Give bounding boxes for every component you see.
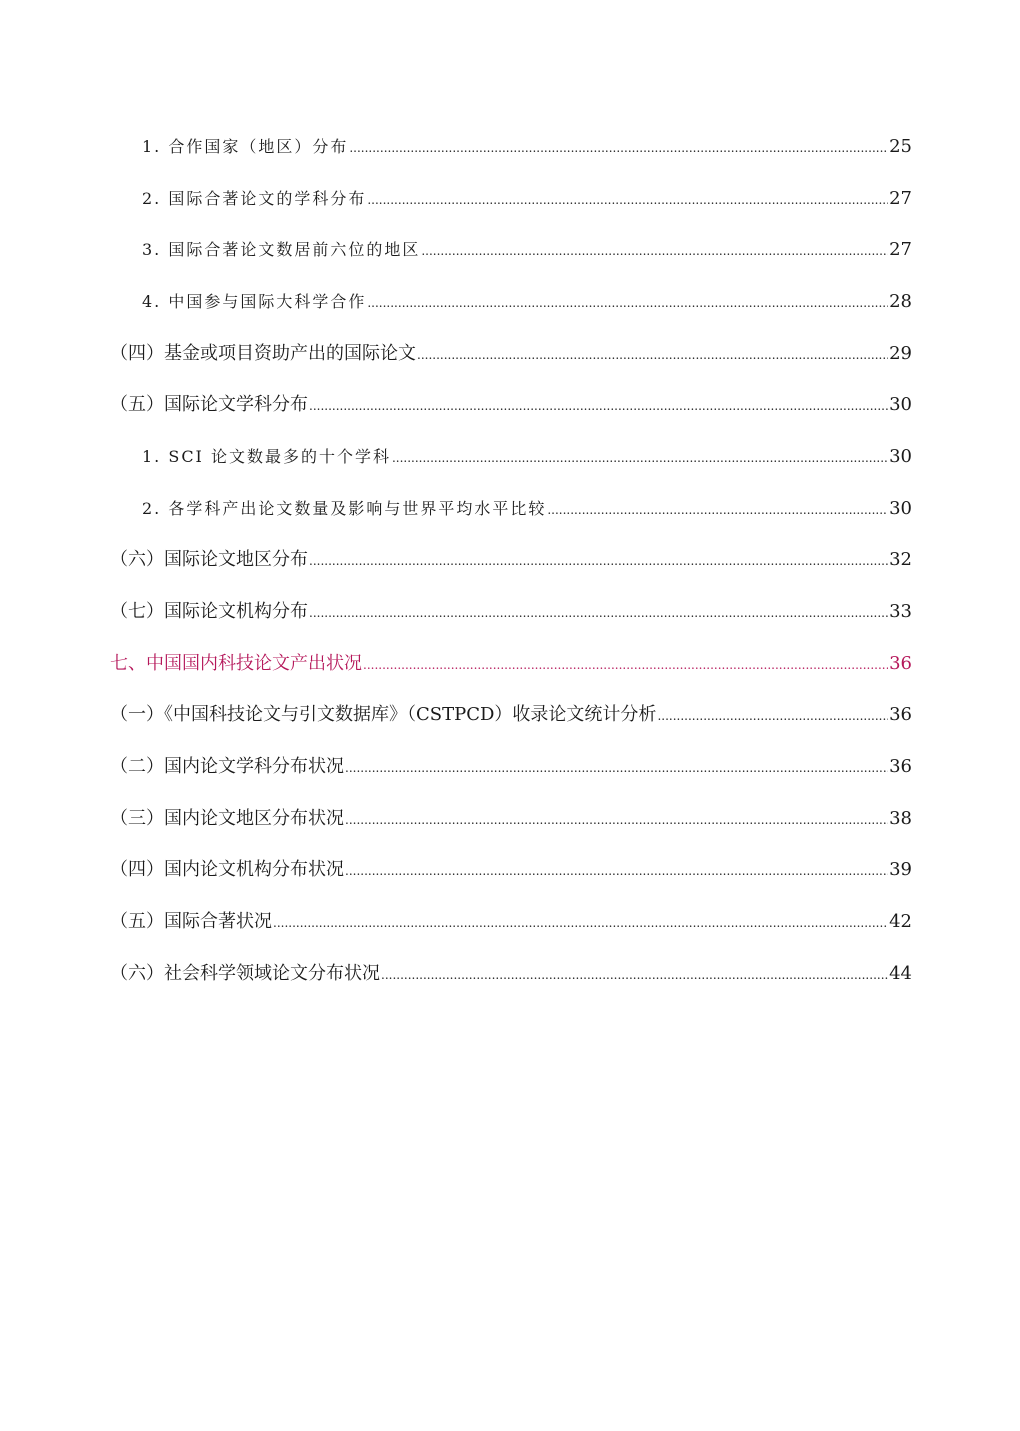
toc-leader-dots [309, 554, 888, 571]
toc-leader-dots [657, 709, 888, 726]
toc-leader-dots [367, 296, 888, 313]
toc-entry-title: 3. 国际合著论文数居前六位的地区 [142, 240, 421, 259]
toc-chapter-entry[interactable] [110, 645, 912, 675]
toc-leader-dots [421, 244, 888, 261]
toc-entry[interactable] [110, 386, 912, 416]
toc-entry-title: （五）国际论文学科分布 [110, 394, 308, 415]
toc-entry[interactable] [110, 335, 912, 365]
toc-entry-page: 27 [889, 188, 912, 209]
toc-leader-dots [381, 968, 888, 985]
toc-entry[interactable] [142, 438, 912, 468]
toc-entry-title: 2. 国际合著论文的学科分布 [142, 189, 367, 208]
toc-entry-page: 36 [889, 756, 912, 777]
toc-leader-dots [417, 348, 888, 365]
toc-entry-title: 1. 合作国家（地区）分布 [142, 137, 349, 156]
toc-entry[interactable] [142, 180, 912, 210]
toc-entry[interactable] [110, 541, 912, 571]
toc-entry-page: 29 [889, 343, 912, 364]
toc-entry[interactable] [142, 128, 912, 158]
toc-entry-page: 30 [889, 446, 912, 467]
toc-entry-page: 25 [889, 136, 912, 157]
toc-entry-page: 42 [889, 911, 912, 932]
toc-leader-dots [273, 916, 888, 933]
toc-entry[interactable] [110, 955, 912, 985]
toc-entry-title: 1. SCI 论文数最多的十个学科 [142, 447, 391, 466]
toc-entry-title: 七、中国国内科技论文产出状况 [110, 653, 362, 674]
toc-leader-dots [309, 606, 888, 623]
toc-entry-page: 32 [889, 549, 912, 570]
toc-entry-page: 30 [889, 498, 912, 519]
toc-entry-title: （六）国际论文地区分布 [110, 549, 308, 570]
toc-leader-dots [345, 813, 888, 830]
toc-entry[interactable] [110, 748, 912, 778]
toc-entry-title: （四）基金或项目资助产出的国际论文 [110, 343, 416, 364]
toc-entry-title: （五）国际合著状况 [110, 911, 272, 932]
toc-entry[interactable] [142, 231, 912, 261]
toc-entry[interactable] [110, 903, 912, 933]
toc-leader-dots [392, 451, 888, 468]
toc-leader-dots [349, 141, 888, 158]
toc-entry-page: 33 [889, 601, 912, 622]
toc-entry[interactable] [110, 851, 912, 881]
toc-entry[interactable] [110, 800, 912, 830]
toc-entry[interactable] [142, 490, 912, 520]
toc-entry-page: 28 [889, 291, 912, 312]
toc-entry-title: （六）社会科学领域论文分布状况 [110, 963, 380, 984]
toc-leader-dots [345, 864, 888, 881]
toc-entry-page: 44 [889, 963, 912, 984]
toc-entry-page: 30 [889, 394, 912, 415]
toc-entry-title: （二）国内论文学科分布状况 [110, 756, 344, 777]
toc-entry-page: 27 [889, 239, 912, 260]
toc-entry-page: 39 [889, 859, 912, 880]
toc-leader-dots [367, 193, 888, 210]
toc-entry-page: 36 [889, 704, 912, 725]
toc-entry-title: （三）国内论文地区分布状况 [110, 808, 344, 829]
toc-leader-dots [309, 399, 888, 416]
toc-entry[interactable] [110, 593, 912, 623]
toc-entry[interactable] [142, 283, 912, 313]
toc-leader-dots [345, 761, 888, 778]
toc-leader-dots [363, 658, 888, 675]
toc-entry-title: （四）国内论文机构分布状况 [110, 859, 344, 880]
toc-entry-title: 2. 各学科产出论文数量及影响与世界平均水平比较 [142, 499, 547, 518]
toc-entry-page: 36 [889, 653, 912, 674]
toc-entry-title: （一）《中国科技论文与引文数据库》（CSTPCD）收录论文统计分析 [110, 704, 657, 725]
toc-entry-title: 4. 中国参与国际大科学合作 [142, 292, 367, 311]
toc-entry-title: （七）国际论文机构分布 [110, 601, 308, 622]
toc-entry-page: 38 [889, 808, 912, 829]
toc-leader-dots [547, 503, 888, 520]
toc-entry[interactable] [110, 696, 912, 726]
